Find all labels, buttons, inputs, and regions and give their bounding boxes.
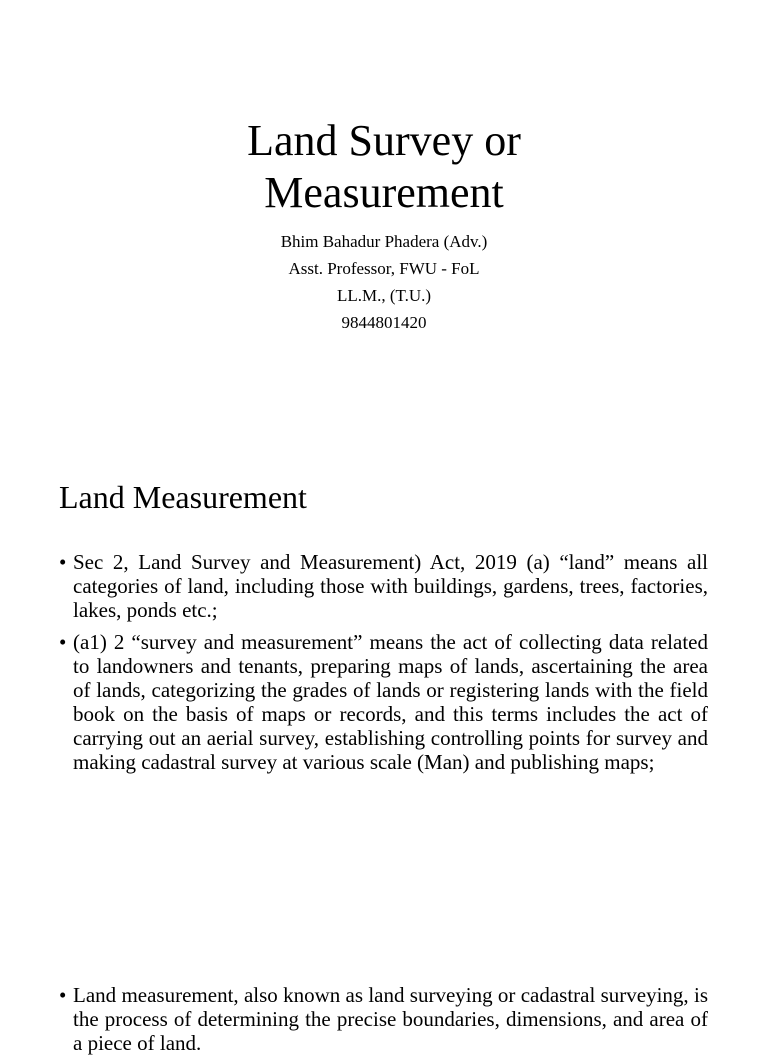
author-degree: LL.M., (T.U.) bbox=[336, 286, 432, 305]
author-position: Asst. Professor, FWU - FoL bbox=[288, 259, 480, 278]
author-name: Bhim Bahadur Phadera (Adv.) bbox=[280, 232, 488, 251]
slide-title-line-2: Measurement bbox=[264, 168, 504, 217]
slide-title-line-1: Land Survey or bbox=[247, 116, 521, 165]
author-info bbox=[0, 228, 768, 336]
bullet-symbol: • bbox=[59, 983, 67, 1007]
bullet-list bbox=[59, 550, 708, 774]
section-heading: Land Measurement bbox=[59, 479, 307, 515]
bullet-symbol: • bbox=[59, 550, 67, 574]
bullet-text: Land measurement, also known as land surveying or cadastral surveying, is the process of determining the precise boundaries, dimensions, and area of a piece of land. bbox=[73, 983, 708, 1055]
author-phone: 9844801420 bbox=[341, 313, 427, 332]
slide-title bbox=[0, 115, 768, 219]
bullet-item bbox=[59, 983, 708, 1055]
bullet-list bbox=[59, 983, 708, 1055]
bullet-text: Sec 2, Land Survey and Measurement) Act, 2019 (a) “land” means all categories of land, including those with buildings, gardens, trees, factories, lakes, ponds etc.; bbox=[73, 550, 708, 622]
bullet-item bbox=[59, 550, 708, 622]
bullet-symbol: • bbox=[59, 630, 67, 654]
bullet-item bbox=[59, 630, 708, 774]
bullet-text: (a1) 2 “survey and measurement” means the act of collecting data related to landowners and tenants, preparing maps of lands, ascertaining the area of lands, categorizing the grades of lands or registering lands with the field book on the basis of maps or records, and this terms includes the act of carrying out an aerial survey, establishing controlling points for survey and making cadastral survey at various scale (Man) and publishing maps; bbox=[73, 630, 708, 774]
